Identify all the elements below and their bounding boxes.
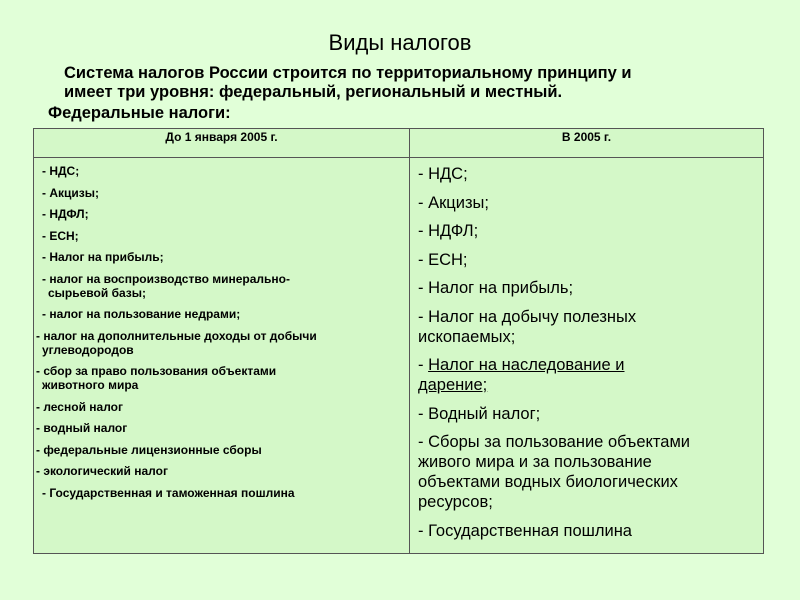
list-item-line: Налог на наследование и [428,356,625,374]
intro-paragraph [64,64,784,102]
list-item: - Налог на прибыль; [42,250,164,264]
list-item-line: ископаемых; [418,327,516,346]
intro-line-2: имеет три уровня: федеральный, региональный и местный. [64,83,563,101]
list-item: - лесной налог [36,399,123,414]
list-item: - налог на пользование недрами; [42,307,241,321]
list-item-line: животного мира [42,378,139,392]
list-item [410,355,763,395]
list-item: - федеральные лицензионные сборы [36,442,262,457]
list-item-line: - Налог на добычу полезных [418,307,637,326]
header-2005: В 2005 г. [410,129,764,158]
header-before-2005: До 1 января 2005 г. [34,129,410,158]
list-item: - НДС; [418,165,468,183]
list-item-line: - налог на дополнительные доходы от добычи [36,328,317,343]
intro-line-1: Система налогов России строится по территориальному принципу и [64,64,632,82]
list-item-line: углеводородов [42,342,134,357]
list-item-line: - налог на воспроизводство минерально- [42,271,290,286]
list-item-dash: - [418,356,429,374]
list-item [34,329,409,357]
list-item [410,432,763,512]
before-2005-column [34,158,410,554]
list-item: - Государственная пошлина [418,521,632,540]
federal-taxes-table [33,128,764,554]
page-title: Виды налогов [328,30,472,55]
list-item: - Государственная и таможенная пошлина [42,485,295,500]
list-item-line: - Сборы за пользование объектами [418,433,691,451]
list-item-line: ресурсов; [418,493,493,511]
list-item: - Водный налог; [418,404,541,423]
list-item: - Налог на прибыль; [418,279,574,297]
federal-taxes-heading: Федеральные налоги: [48,104,231,122]
list-item-line: объектами водных биологических [418,473,678,491]
list-item: - НДС; [42,164,80,178]
in-2005-column [410,158,764,554]
list-item-line: живого мира и за пользование [418,453,652,471]
table-header-row [34,129,764,158]
list-item: - Акцизы; [42,185,99,200]
list-item: - НДФЛ; [418,222,479,240]
list-item: - ЕСН; [42,228,79,243]
list-item: - ЕСН; [418,250,468,269]
list-item-line: - сбор за право пользования объектами [36,364,277,378]
list-item: - водный налог [36,421,128,435]
list-item: - Акцизы; [418,193,489,212]
list-item [34,364,409,392]
list-item [34,272,409,300]
list-item [410,307,763,347]
table-row [34,158,764,554]
list-item: - НДФЛ; [42,207,89,221]
list-item: - экологический налог [36,464,168,478]
list-item-line: сырьевой базы; [48,285,147,300]
list-item-line: дарение; [418,376,488,394]
